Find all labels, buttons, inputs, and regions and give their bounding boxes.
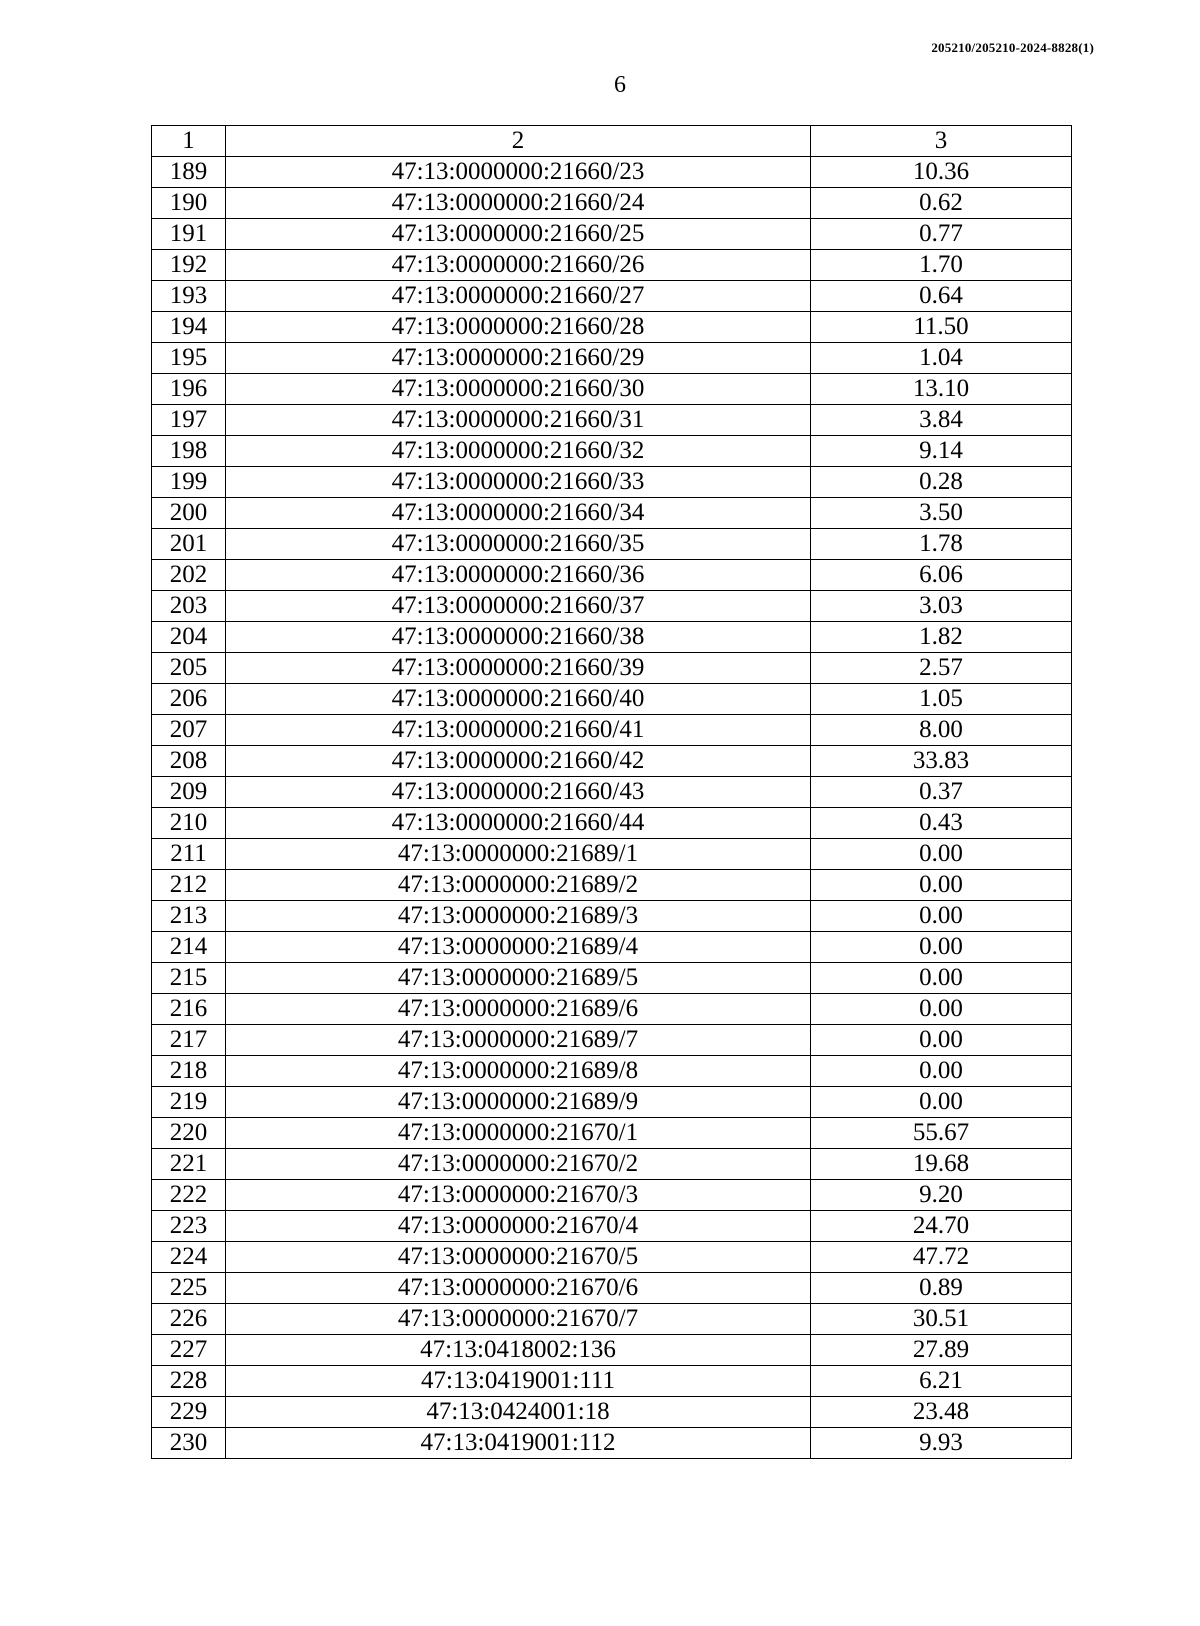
row-number-cell: 196 <box>152 374 226 405</box>
table-row <box>152 963 1072 994</box>
table-row <box>152 653 1072 684</box>
value-cell: 19.68 <box>811 1149 1072 1180</box>
value-cell: 9.20 <box>811 1180 1072 1211</box>
value-cell: 6.06 <box>811 560 1072 591</box>
cadastral-number-cell: 47:13:0000000:21689/7 <box>226 1025 811 1056</box>
table-row <box>152 405 1072 436</box>
value-cell: 1.04 <box>811 343 1072 374</box>
cadastral-number-cell: 47:13:0000000:21689/3 <box>226 901 811 932</box>
value-cell: 2.57 <box>811 653 1072 684</box>
table-header-row <box>152 126 1072 157</box>
value-cell: 0.00 <box>811 870 1072 901</box>
value-cell: 1.05 <box>811 684 1072 715</box>
row-number-cell: 193 <box>152 281 226 312</box>
value-cell: 33.83 <box>811 746 1072 777</box>
table-row <box>152 622 1072 653</box>
value-cell: 6.21 <box>811 1366 1072 1397</box>
table-row <box>152 1366 1072 1397</box>
value-cell: 10.36 <box>811 157 1072 188</box>
cadastral-number-cell: 47:13:0418002:136 <box>226 1335 811 1366</box>
row-number-cell: 190 <box>152 188 226 219</box>
table-row <box>152 1025 1072 1056</box>
table-row <box>152 374 1072 405</box>
row-number-cell: 210 <box>152 808 226 839</box>
row-number-cell: 195 <box>152 343 226 374</box>
value-cell: 3.03 <box>811 591 1072 622</box>
value-cell: 3.84 <box>811 405 1072 436</box>
row-number-cell: 227 <box>152 1335 226 1366</box>
value-cell: 30.51 <box>811 1304 1072 1335</box>
value-cell: 0.00 <box>811 1056 1072 1087</box>
cadastral-number-cell: 47:13:0000000:21670/5 <box>226 1242 811 1273</box>
row-number-cell: 218 <box>152 1056 226 1087</box>
table-row <box>152 1335 1072 1366</box>
cadastral-number-cell: 47:13:0000000:21660/36 <box>226 560 811 591</box>
value-cell: 0.64 <box>811 281 1072 312</box>
row-number-cell: 198 <box>152 436 226 467</box>
cadastral-number-cell: 47:13:0000000:21660/24 <box>226 188 811 219</box>
row-number-cell: 204 <box>152 622 226 653</box>
cadastral-number-cell: 47:13:0000000:21670/4 <box>226 1211 811 1242</box>
row-number-cell: 216 <box>152 994 226 1025</box>
value-cell: 1.78 <box>811 529 1072 560</box>
cadastral-number-cell: 47:13:0000000:21660/34 <box>226 498 811 529</box>
table-row <box>152 498 1072 529</box>
cadastral-number-cell: 47:13:0000000:21660/42 <box>226 746 811 777</box>
table-row <box>152 188 1072 219</box>
value-cell: 11.50 <box>811 312 1072 343</box>
value-cell: 0.00 <box>811 932 1072 963</box>
cadastral-number-cell: 47:13:0000000:21670/1 <box>226 1118 811 1149</box>
cadastral-number-cell: 47:13:0419001:112 <box>226 1428 811 1459</box>
value-cell: 9.93 <box>811 1428 1072 1459</box>
row-number-cell: 200 <box>152 498 226 529</box>
cadastral-number-cell: 47:13:0000000:21660/28 <box>226 312 811 343</box>
row-number-cell: 199 <box>152 467 226 498</box>
table-row <box>152 1242 1072 1273</box>
table-row <box>152 1304 1072 1335</box>
table-row <box>152 746 1072 777</box>
value-cell: 0.00 <box>811 1087 1072 1118</box>
row-number-cell: 220 <box>152 1118 226 1149</box>
value-cell: 24.70 <box>811 1211 1072 1242</box>
table-body <box>152 157 1072 1459</box>
value-cell: 0.28 <box>811 467 1072 498</box>
row-number-cell: 229 <box>152 1397 226 1428</box>
value-cell: 0.62 <box>811 188 1072 219</box>
table-row <box>152 591 1072 622</box>
table-row <box>152 529 1072 560</box>
cadastral-number-cell: 47:13:0000000:21689/1 <box>226 839 811 870</box>
cadastral-number-cell: 47:13:0000000:21670/7 <box>226 1304 811 1335</box>
table-row <box>152 932 1072 963</box>
table-row <box>152 312 1072 343</box>
value-cell: 0.89 <box>811 1273 1072 1304</box>
value-cell: 0.43 <box>811 808 1072 839</box>
value-cell: 0.00 <box>811 839 1072 870</box>
cadastral-number-cell: 47:13:0000000:21660/43 <box>226 777 811 808</box>
cadastral-number-cell: 47:13:0000000:21689/8 <box>226 1056 811 1087</box>
value-cell: 0.00 <box>811 901 1072 932</box>
cadastral-number-cell: 47:13:0000000:21660/39 <box>226 653 811 684</box>
value-cell: 9.14 <box>811 436 1072 467</box>
row-number-cell: 207 <box>152 715 226 746</box>
table-row <box>152 1118 1072 1149</box>
value-cell: 0.77 <box>811 219 1072 250</box>
value-cell: 27.89 <box>811 1335 1072 1366</box>
row-number-cell: 201 <box>152 529 226 560</box>
value-cell: 1.82 <box>811 622 1072 653</box>
row-number-cell: 217 <box>152 1025 226 1056</box>
row-number-cell: 212 <box>152 870 226 901</box>
row-number-cell: 225 <box>152 1273 226 1304</box>
table-row <box>152 157 1072 188</box>
value-cell: 0.37 <box>811 777 1072 808</box>
cadastral-number-cell: 47:13:0000000:21660/37 <box>226 591 811 622</box>
table-row <box>152 901 1072 932</box>
table-row <box>152 1087 1072 1118</box>
value-cell: 1.70 <box>811 250 1072 281</box>
row-number-cell: 228 <box>152 1366 226 1397</box>
row-number-cell: 192 <box>152 250 226 281</box>
table-row <box>152 1149 1072 1180</box>
table-row <box>152 467 1072 498</box>
row-number-cell: 206 <box>152 684 226 715</box>
table-row <box>152 994 1072 1025</box>
row-number-cell: 224 <box>152 1242 226 1273</box>
cadastral-number-cell: 47:13:0000000:21660/27 <box>226 281 811 312</box>
cadastral-number-cell: 47:13:0000000:21660/23 <box>226 157 811 188</box>
value-cell: 0.00 <box>811 963 1072 994</box>
cadastral-number-cell: 47:13:0000000:21670/3 <box>226 1180 811 1211</box>
column-header-number: 1 <box>152 126 226 157</box>
row-number-cell: 230 <box>152 1428 226 1459</box>
table-row <box>152 1211 1072 1242</box>
row-number-cell: 211 <box>152 839 226 870</box>
cadastral-number-cell: 47:13:0000000:21660/33 <box>226 467 811 498</box>
cadastral-number-cell: 47:13:0000000:21670/2 <box>226 1149 811 1180</box>
row-number-cell: 226 <box>152 1304 226 1335</box>
row-number-cell: 214 <box>152 932 226 963</box>
cadastral-number-cell: 47:13:0000000:21660/31 <box>226 405 811 436</box>
table-row <box>152 1056 1072 1087</box>
table-row <box>152 808 1072 839</box>
table-row <box>152 1428 1072 1459</box>
table-row <box>152 436 1072 467</box>
table-row <box>152 281 1072 312</box>
row-number-cell: 189 <box>152 157 226 188</box>
value-cell: 13.10 <box>811 374 1072 405</box>
cadastral-number-cell: 47:13:0000000:21660/35 <box>226 529 811 560</box>
row-number-cell: 208 <box>152 746 226 777</box>
table-row <box>152 1397 1072 1428</box>
page-number: 6 <box>614 72 626 98</box>
row-number-cell: 213 <box>152 901 226 932</box>
table-row <box>152 1273 1072 1304</box>
value-cell: 0.00 <box>811 1025 1072 1056</box>
row-number-cell: 197 <box>152 405 226 436</box>
cadastral-number-cell: 47:13:0000000:21689/4 <box>226 932 811 963</box>
cadastral-number-cell: 47:13:0000000:21670/6 <box>226 1273 811 1304</box>
table-row <box>152 343 1072 374</box>
row-number-cell: 223 <box>152 1211 226 1242</box>
row-number-cell: 191 <box>152 219 226 250</box>
row-number-cell: 222 <box>152 1180 226 1211</box>
row-number-cell: 202 <box>152 560 226 591</box>
cadastral-number-cell: 47:13:0000000:21660/32 <box>226 436 811 467</box>
cadastral-number-cell: 47:13:0419001:111 <box>226 1366 811 1397</box>
cadastral-number-cell: 47:13:0000000:21660/29 <box>226 343 811 374</box>
row-number-cell: 194 <box>152 312 226 343</box>
cadastral-number-cell: 47:13:0000000:21689/9 <box>226 1087 811 1118</box>
cadastral-number-cell: 47:13:0424001:18 <box>226 1397 811 1428</box>
cadastral-number-cell: 47:13:0000000:21660/38 <box>226 622 811 653</box>
cadastral-number-cell: 47:13:0000000:21660/41 <box>226 715 811 746</box>
cadastral-number-cell: 47:13:0000000:21660/30 <box>226 374 811 405</box>
column-header-cadastral-number: 2 <box>226 126 811 157</box>
value-cell: 0.00 <box>811 994 1072 1025</box>
table-row <box>152 250 1072 281</box>
cadastral-number-cell: 47:13:0000000:21660/44 <box>226 808 811 839</box>
value-cell: 8.00 <box>811 715 1072 746</box>
cadastral-number-cell: 47:13:0000000:21689/5 <box>226 963 811 994</box>
column-header-value: 3 <box>811 126 1072 157</box>
value-cell: 55.67 <box>811 1118 1072 1149</box>
value-cell: 47.72 <box>811 1242 1072 1273</box>
row-number-cell: 205 <box>152 653 226 684</box>
cadastral-number-cell: 47:13:0000000:21660/26 <box>226 250 811 281</box>
table-row <box>152 777 1072 808</box>
table-row <box>152 1180 1072 1211</box>
table-row <box>152 684 1072 715</box>
row-number-cell: 209 <box>152 777 226 808</box>
value-cell: 23.48 <box>811 1397 1072 1428</box>
row-number-cell: 219 <box>152 1087 226 1118</box>
table-row <box>152 219 1072 250</box>
cadastral-table <box>151 125 1072 1459</box>
table-row <box>152 560 1072 591</box>
value-cell: 3.50 <box>811 498 1072 529</box>
row-number-cell: 215 <box>152 963 226 994</box>
cadastral-number-cell: 47:13:0000000:21689/6 <box>226 994 811 1025</box>
table-row <box>152 715 1072 746</box>
table-row <box>152 870 1072 901</box>
table-row <box>152 839 1072 870</box>
document-id: 205210/205210-2024-8828(1) <box>931 40 1094 55</box>
row-number-cell: 203 <box>152 591 226 622</box>
row-number-cell: 221 <box>152 1149 226 1180</box>
cadastral-number-cell: 47:13:0000000:21689/2 <box>226 870 811 901</box>
cadastral-number-cell: 47:13:0000000:21660/40 <box>226 684 811 715</box>
cadastral-number-cell: 47:13:0000000:21660/25 <box>226 219 811 250</box>
